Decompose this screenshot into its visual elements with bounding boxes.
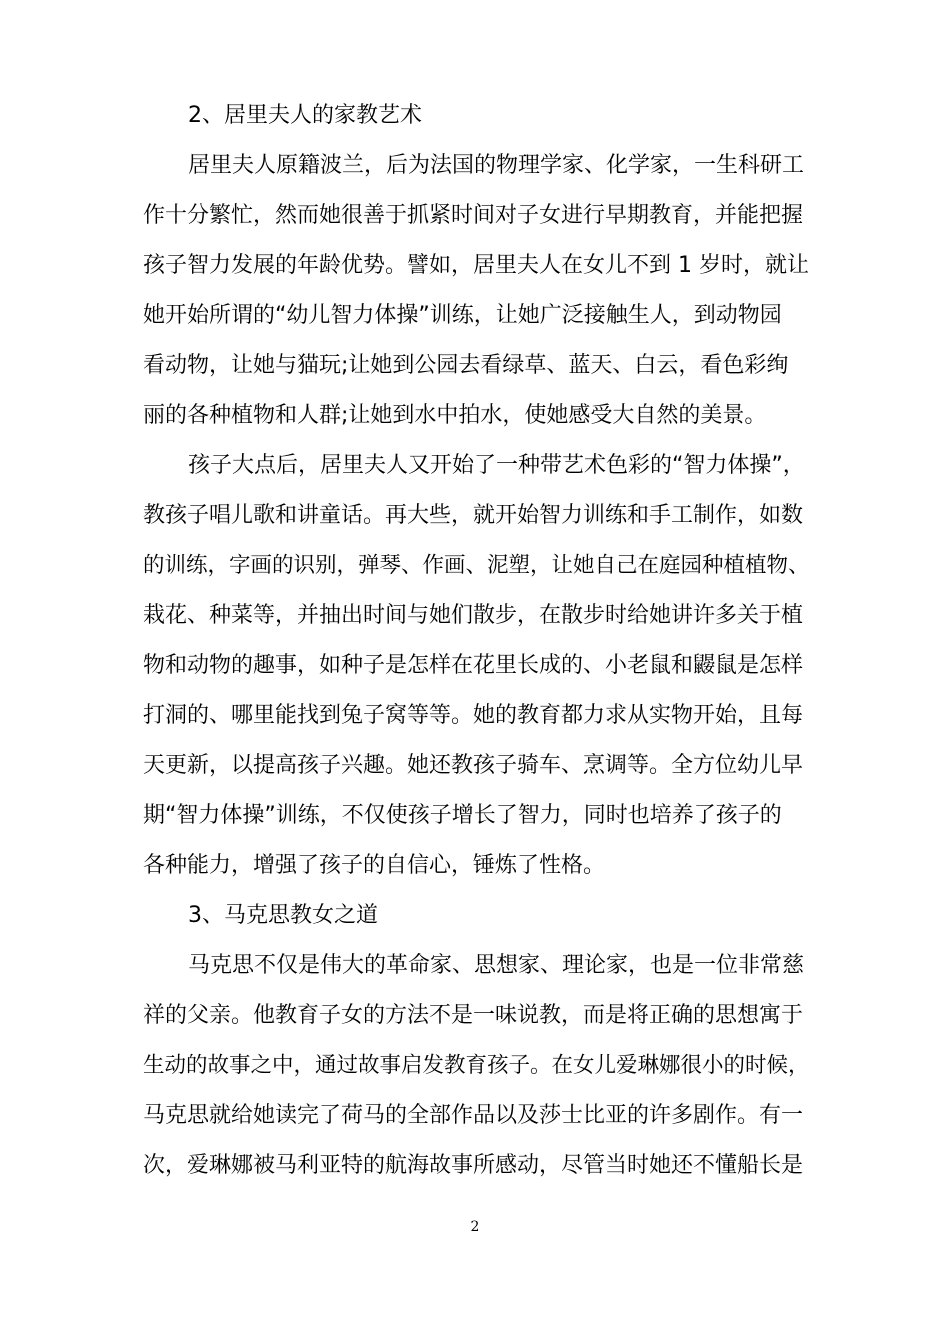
text-line: 生动的故事之中，通过故事启发教育孩子。在女儿爱琳娜很小的时候， [143,1053,810,1078]
text-line: 期“智力体操”训练，不仅使孩子增长了智力，同时也培养了孩子的 [143,803,782,828]
document-body [143,91,819,1191]
text-line: 马克思不仅是伟大的革命家、思想家、理论家，也是一位非常慈 [188,953,805,978]
text-line: 马克思就给她读完了荷马的全部作品以及莎士比亚的许多剧作。有一 [143,1103,804,1128]
text-line: 物和动物的趣事，如种子是怎样在花里长成的、小老鼠和鼹鼠是怎样 [143,653,804,678]
text-line: 2、居里夫人的家教艺术 [188,103,422,128]
text-line: 打洞的、哪里能找到兔子窝等等。她的教育都力求从实物开始，且每 [143,703,804,728]
text-line: 她开始所谓的“幼儿智力体操”训练，让她广泛接触生人，到动物园 [143,303,782,328]
text-line: 天更新，以提高孩子兴趣。她还教孩子骑车、烹调等。全方位幼儿早 [143,753,804,778]
text-line: 3、马克思教女之道 [188,903,378,928]
text-line: 居里夫人原籍波兰，后为法国的物理学家、化学家，一生科研工 [188,153,805,178]
text-line: 孩子大点后，居里夫人又开始了一种带艺术色彩的“智力体操”， [188,453,805,478]
text-line: 次，爱琳娜被马利亚特的航海故事所感动，尽管当时她还不懂船长是 [143,1153,804,1178]
text-line: 栽花、种菜等，并抽出时间与她们散步，在散步时给她讲许多关于植 [143,603,804,628]
text-line: 丽的各种植物和人群;让她到水中拍水，使她感受大自然的美景。 [143,403,767,428]
text-line: 孩子智力发展的年龄优势。譬如，居里夫人在女儿不到 1 岁时，就让 [143,253,809,278]
page-number: 2 [470,1219,480,1235]
text-line: 各种能力，增强了孩子的自信心，锤炼了性格。 [143,853,606,878]
text-line: 教孩子唱儿歌和讲童话。再大些，就开始智力训练和手工制作，如数 [143,503,804,528]
text-line: 祥的父亲。他教育子女的方法不是一味说教，而是将正确的思想寓于 [143,1003,804,1028]
text-line: 作十分繁忙，然而她很善于抓紧时间对子女进行早期教育，并能把握 [143,203,804,228]
text-line: 的训练，字画的识别，弹琴、作画、泥塑，让她自己在庭园种植植物、 [143,553,810,578]
text-line: 看动物，让她与猫玩;让她到公园去看绿草、蓝天、白云，看色彩绚 [143,353,789,378]
